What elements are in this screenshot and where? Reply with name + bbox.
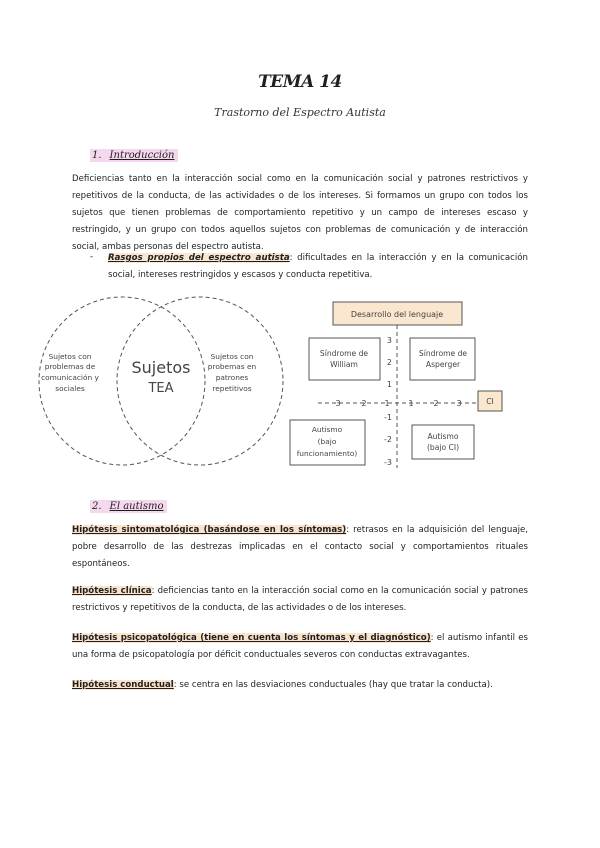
venn-right-line: repetitivos <box>212 384 252 393</box>
y-tick-label: 2 <box>386 358 392 367</box>
section-number: 2. <box>92 501 102 512</box>
venn-right-line: Sujetos con <box>210 352 254 361</box>
venn-left-line: comunicación y <box>41 373 99 382</box>
x-axis-title: CI <box>486 397 494 406</box>
x-tick-label: 3 <box>456 399 462 408</box>
bullet-marker: - <box>90 252 94 262</box>
quadrant-bottom-left-line: Autismo <box>311 425 343 434</box>
x-tick-label: 1 <box>384 399 390 408</box>
quadrant-top-right-line: Síndrome de <box>418 349 468 358</box>
y-tick-label: -3 <box>384 458 392 467</box>
venn-left-line: sociales <box>55 384 85 393</box>
hypothesis-term: Hipótesis sintomatológica (basándose en los síntomas) <box>72 525 347 535</box>
y-tick-label: -1 <box>384 413 392 422</box>
y-tick-label: 3 <box>386 336 392 345</box>
bullet-term: Rasgos propios del espectro autista <box>108 253 290 263</box>
section-title: Introducción <box>109 150 175 161</box>
section-heading-autismo <box>90 500 167 513</box>
hypothesis-psicopatologica <box>72 630 528 664</box>
y-axis-title: Desarrollo del lenguaje <box>350 310 444 319</box>
page-title: TEMA 14 <box>258 72 342 92</box>
hypothesis-term: Hipótesis clínica <box>72 586 152 596</box>
hypothesis-text: : el autismo infantil es una forma de psicopatología por déficit conductuales severos con conductas extravagantes. <box>72 633 528 660</box>
quadrant-bottom-right-box <box>412 425 474 459</box>
y-tick-label: 1 <box>386 380 392 389</box>
venn-right-line: patrones <box>215 373 249 382</box>
venn-right-line: probemas en <box>207 362 257 371</box>
quadrant-bottom-right-line: (bajo CI) <box>426 443 460 452</box>
quadrant-bottom-right-line: Autismo <box>427 432 459 441</box>
hypothesis-clinica <box>72 583 528 617</box>
hypothesis-text: : retrasos en la adquisición del lenguaje, pobre desarrollo de las destrezas implicadas en el contacto social y comportamientos rituales espontáneos. <box>72 525 528 569</box>
bullet-body: : dificultades en la interacción y en la comunicación social, intereses restringidos y escasos y conducta repetitiva. <box>108 253 528 280</box>
hypothesis-conductual <box>72 677 528 694</box>
quadrant-top-right-line: Asperger <box>425 360 461 369</box>
venn-left-line: Sujetos con <box>48 352 92 361</box>
section-title: El autismo <box>109 501 164 512</box>
quadrant-top-right-box <box>410 338 475 380</box>
quadrant-bottom-left-line: (bajo <box>317 437 337 446</box>
quadrant-top-left-line: Síndrome de <box>319 349 369 358</box>
x-tick-label: 1 <box>408 399 414 408</box>
hypothesis-text: : deficiencias tanto en la interacción social como en la comunicación social y patrones restrictivos y repetitivos de la conducta, de las actividades o de los intereses. <box>72 586 528 613</box>
venn-center-line: Sujetos <box>131 358 191 377</box>
hypothesis-term: Hipótesis conductual <box>72 680 174 690</box>
x-tick-label: 3 <box>335 399 341 408</box>
hypothesis-text: : se centra en las desviaciones conductuales (hay que tratar la conducta). <box>173 680 493 690</box>
intro-paragraph: Deficiencias tanto en la interacción social como en la comunicación social y patrones restrictivos y repetitivos de la conducta, de las actividades o de los intereses. Si formamos un grupo con todos los sujetos que tienen problemas de comportamiento repetitivo y un campo de intereses escaso y restringido, y un grupo con todos aquellos sujetos con problemas de comunicación y de interacción social, ambas personas del espectro autista. <box>72 174 528 252</box>
y-tick-label: -2 <box>384 435 392 444</box>
hypothesis-sintomatologica <box>72 522 528 573</box>
x-tick-label: 2 <box>433 399 439 408</box>
x-tick-label: 2 <box>361 399 367 408</box>
quadrant-top-left-line: William <box>330 360 358 369</box>
venn-left-line: problemas de <box>44 362 96 371</box>
quadrant-top-left-box <box>309 338 380 380</box>
venn-center-line: TEA <box>148 381 174 396</box>
page-subtitle: Trastorno del Espectro Autista <box>214 106 386 119</box>
section-number: 1. <box>92 150 102 161</box>
quadrant-bottom-left-line: funcionamiento) <box>296 449 358 458</box>
hypothesis-term: Hipótesis psicopatológica (tiene en cuenta los síntomas y el diagnóstico) <box>72 633 431 643</box>
